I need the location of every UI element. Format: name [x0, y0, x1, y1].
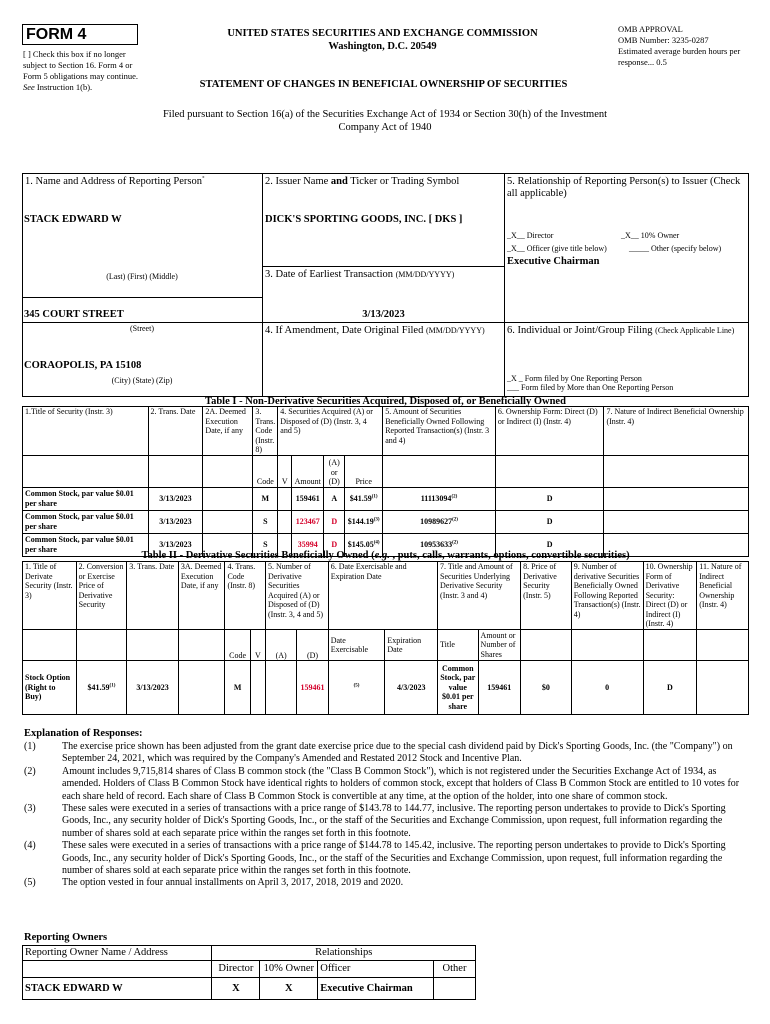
form-title-box — [22, 24, 138, 45]
footnote: (4) These sales were executed in a series of transactions with a price range of $144.78 to 145.42, inclusive. The reporting person undertakes to provide to Dick's Sporting Goods, Inc., any security holder of Dick's Sporting Goods, Inc., or the staff of the Securities and Exchange Commission, upon request, full information regarding the number of shares sold at each separate price within the ranges set forth in this footnote. — [24, 840, 726, 877]
footnote: (5) The option vested in four annual installments on April 3, 2017, 2018, 2019 and 2020. — [24, 877, 404, 889]
table1 — [22, 406, 749, 557]
rel-ten-pct: _X__ 10% Owner — [621, 231, 680, 240]
rel-other: _____ Other (specify below) — [629, 244, 722, 253]
t2-h8: 8. Price of Derivative Security (Instr. 5) — [521, 562, 572, 630]
t2-sub-code: Code — [225, 630, 250, 661]
t2-h1: 1. Title of Derivate Security (Instr. 3) — [23, 562, 77, 630]
explanation-notes — [24, 741, 746, 890]
omb-burden: Estimated average burden hours per response... 0.5 — [618, 46, 741, 67]
owners-col-other: Other — [434, 961, 476, 978]
t2-sub-exercisable: Date Exercisable — [328, 630, 385, 661]
filed-pursuant: Filed pursuant to Section 16(a) of the Securities Exchange Act of 1934 or Section 30(h) of the Investment Company Act of 1940 — [162, 109, 608, 133]
t1-h4: 4. Securities Acquired (A) or Disposed of (D) (Instr. 3, 4 and 5) — [278, 407, 383, 456]
owners-heading: Reporting Owners — [24, 932, 108, 943]
t1-h2a: 2A. Deemed Execution Date, if any — [203, 407, 253, 456]
table1-title: Table I - Non-Derivative Securities Acquired, Disposed of, or Beneficially Owned — [205, 396, 566, 407]
table-row: Common Stock, par value $0.01 per share 3/13/2023 M 159461 A $41.59$^{(1)}$ 11113094$^{(2)}$ D — [23, 487, 749, 510]
t2-sub-a: (A) — [265, 630, 296, 661]
omb-box — [618, 24, 758, 68]
t1-sub-amount: Amount — [292, 455, 324, 487]
t1-sub-price: Price — [345, 455, 383, 487]
rel-officer: _X__ Officer (give title below) — [507, 244, 607, 253]
t2-h2: 2. Conversion or Exercise Price of Derivative Security — [76, 562, 127, 630]
owners-col-rel: Relationships — [212, 946, 476, 961]
t2-h6: 6. Date Exercisable and Expiration Date — [328, 562, 437, 630]
t2-h3: 3. Trans. Date — [127, 562, 179, 630]
name-parts-label: (Last) (First) (Middle) — [106, 272, 178, 281]
footnote: (3) These sales were executed in a series of transactions with a price range of $143.78 to 144.77, inclusive. The reporting person undertakes to provide to Dick's Sporting Goods, Inc., any security holder of Dick's Sporting Goods, Inc., or the staff of the Securities and Exchange Commission, upon request, full information regarding the number of shares sold at each separate price within the ranges set forth in this footnote. — [24, 803, 726, 839]
t1-h6: 6. Ownership Form: Direct (D) or Indirect (I) (Instr. 4) — [495, 407, 604, 456]
footnote: (2) Amount includes 9,715,814 shares of Class B common stock (the "Class B Common Stock"), which is not registered under the Securities Exchange Act of 1934, as amended. Holders of Class B Common Stock have identical rights to holders of common stock, except that holders of Class B Common Stock are entitled to 10 votes for each share held of record. Each share of Class B Common Stock is convertible at any time, at the option of the holder, into one share of common stock. — [24, 765, 740, 802]
issuer-name: DICK'S SPORTING GOODS, INC. [ DKS ] — [265, 214, 463, 225]
reporter-street: 345 COURT STREET — [24, 309, 124, 320]
t2-h3a: 3A. Deemed Execution Date, if any — [178, 562, 225, 630]
t1-sub-code: Code — [253, 455, 278, 487]
owners-col-ten: 10% Owner — [260, 961, 318, 978]
table-row: Common Stock, par value $0.01 per share 3/13/2023 S 123467 D $144.19$^{(3)}$ 10989627$^{(2)}$ D — [23, 510, 749, 533]
t2-sub-d: (D) — [297, 630, 328, 661]
reporter-city: CORAOPOLIS, PA 15108 — [24, 360, 142, 371]
t2-h9: 9. Number of derivative Securities Beneficially Owned Following Reported Transaction(s) (Instr. 4) — [571, 562, 643, 630]
t1-h7: 7. Nature of Indirect Beneficial Ownership (Instr. 4) — [604, 407, 749, 456]
owners-col-director: Director — [212, 961, 260, 978]
statement-title: STATEMENT OF CHANGES IN BENEFICIAL OWNERSHIP OF SECURITIES — [199, 79, 568, 90]
t2-h7: 7. Title and Amount of Securities Underlying Derivative Security (Instr. 3 and 4) — [438, 562, 521, 630]
rel-director: _X__ Director — [507, 231, 554, 240]
t1-h2: 2. Trans. Date — [148, 407, 203, 456]
table-row: Common Stock, par value $0.01 per share 3/13/2023 S 35994 D $145.05$^{(4)}$ 10953633$^{(2)}$ D — [23, 533, 749, 556]
agency-city: Washington, D.C. 20549 — [328, 41, 437, 52]
table-row: Stock Option (Right to Buy) $41.59$^{(1)}$ 3/13/2023 M 159461 $^{(5)}$ 4/3/2023 Common Stock, par value $0.01 per share 159461 $0 0 D — [23, 661, 749, 715]
t1-h1: 1.Title of Security (Instr. 3) — [23, 407, 149, 456]
table2 — [22, 561, 749, 715]
reporter-name: STACK EDWARD W — [24, 214, 122, 225]
earliest-date: 3/13/2023 — [362, 309, 405, 320]
box3-label: 3. Date of Earliest Transaction (MM/DD/YYYY) — [265, 269, 455, 280]
box6-label: 6. Individual or Joint/Group Filing (Check Applicable Line) — [507, 325, 735, 336]
agency-name: UNITED STATES SECURITIES AND EXCHANGE COMMISSION — [227, 28, 538, 39]
t1-h5: 5. Amount of Securities Beneficially Owned Following Reported Transaction(s) (Instr. 3 and 4) — [383, 407, 496, 456]
t1-h3: 3. Trans. Code (Instr. 8) — [253, 407, 278, 456]
form-title: FORM 4 — [26, 26, 87, 43]
owners-table — [22, 945, 476, 1000]
owners-col-name: Reporting Owner Name / Address — [23, 946, 212, 961]
check-box-text: [ ] Check this box if no longer subject to Section 16. Form 4 or Form 5 obligations may continue. See Instruction 1(b). — [23, 49, 138, 92]
table2-title: Table II - Derivative Securities Beneficially Owned (e.g. , puts, calls, warrants, options, convertible securities) — [141, 550, 630, 561]
filing-one-person: _X _ Form filed by One Reporting Person — [507, 374, 642, 383]
officer-title: Executive Chairman — [507, 256, 600, 267]
t2-sub-expiration: Expiration Date — [385, 630, 438, 661]
street-label: (Street) — [130, 324, 154, 333]
t2-sub-title: Title — [438, 630, 479, 661]
t2-sub-amount: Amount or Number of Shares — [478, 630, 521, 661]
box5-label: 5. Relationship of Reporting Person(s) to Issuer (Check all applicable) — [507, 176, 741, 199]
t2-h11: 11. Nature of Indirect Beneficial Ownership (Instr. 4) — [697, 562, 749, 630]
box4-label: 4. If Amendment, Date Original Filed (MM/DD/YYYY) — [265, 325, 485, 336]
t1-sub-v: V — [278, 455, 292, 487]
table-row: STACK EDWARD W X X Executive Chairman — [23, 978, 476, 1000]
filing-more-person: ___ Form filed by More than One Reporting Person — [507, 383, 674, 392]
t2-sub-v: V — [250, 630, 265, 661]
t1-sub-aord: (A) or (D) — [324, 455, 345, 487]
t2-h4: 4. Trans. Code (Instr. 8) — [225, 562, 266, 630]
footnote: (1) The exercise price shown has been adjusted from the grant date exercise price due to the special cash dividend paid by Dick's Sporting Goods, Inc. (the "Company") on September 24, 2021, which was required by the Company's Amended and Restated 2012 Stock and Incentive Plan. — [24, 741, 733, 765]
owners-col-officer: Officer — [318, 961, 434, 978]
box1-label: 1. Name and Address of Reporting Person* — [25, 176, 205, 187]
omb-approval: OMB APPROVAL — [618, 24, 683, 34]
omb-number: OMB Number: 3235-0287 — [618, 35, 709, 45]
box2-label: 2. Issuer Name and Ticker or Trading Symbol — [265, 176, 460, 187]
t2-h10: 10. Ownership Form of Derivative Security: Direct (D) or Indirect (I) (Instr. 4) — [643, 562, 697, 630]
explanation-heading: Explanation of Responses: — [24, 728, 143, 739]
city-label: (City) (State) (Zip) — [111, 376, 173, 385]
t2-h5: 5. Number of Derivative Securities Acquired (A) or Disposed of (D) (Instr. 3, 4 and 5) — [265, 562, 328, 630]
